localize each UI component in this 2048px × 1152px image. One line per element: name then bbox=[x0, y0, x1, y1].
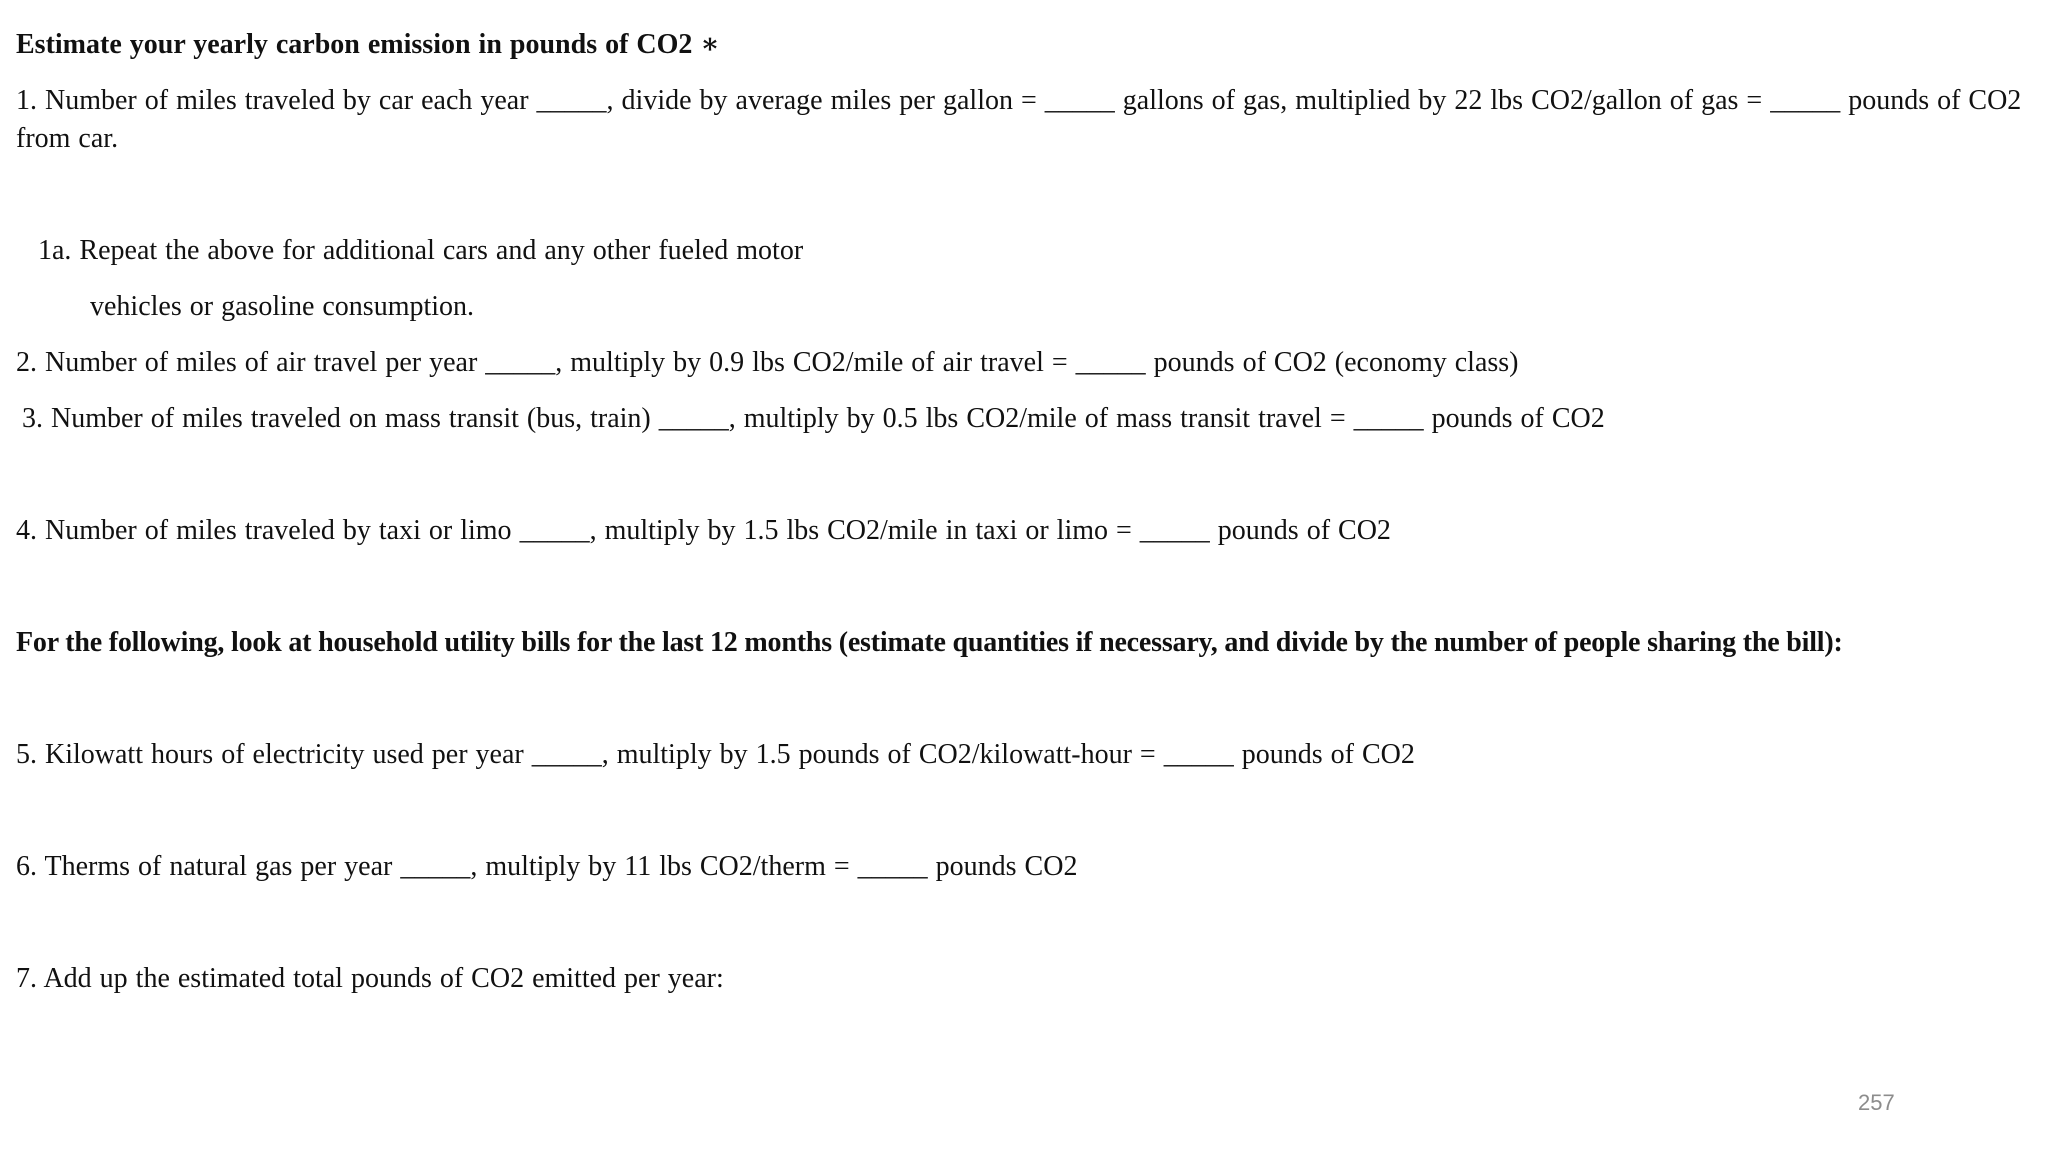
item-1a-line-2: vehicles or gasoline consumption. bbox=[90, 291, 475, 322]
item-5-text-b: , multiply by 1.5 pounds of CO2/kilowatt-hour = bbox=[601, 739, 1156, 770]
item-2-blank-miles: _____ bbox=[485, 347, 556, 378]
item-3-blank-miles: _____ bbox=[658, 403, 729, 434]
item-3-mass-transit bbox=[22, 400, 1605, 438]
item-6-blank-pounds: _____ bbox=[857, 851, 928, 882]
item-1-blank-miles: _____ bbox=[536, 85, 607, 116]
item-5-blank-pounds: _____ bbox=[1163, 739, 1234, 770]
item-7-total: 7. Add up the estimated total pounds of CO2 emitted per year: bbox=[16, 963, 724, 994]
item-3-text-a: 3. Number of miles traveled on mass transit (bus, train) bbox=[22, 403, 651, 434]
item-2-text-c: pounds of CO2 (economy class) bbox=[1153, 347, 1519, 378]
item-6-text-b: , multiply by 11 lbs CO2/therm = bbox=[470, 851, 850, 882]
item-1-text-a: 1. Number of miles traveled by car each year bbox=[16, 85, 529, 116]
item-4-text-a: 4. Number of miles traveled by taxi or limo bbox=[16, 515, 512, 546]
item-2-text-b: , multiply by 0.9 lbs CO2/mile of air travel = bbox=[555, 347, 1068, 378]
item-4-blank-pounds: _____ bbox=[1139, 515, 1210, 546]
page-title: Estimate your yearly carbon emission in pounds of CO2 ∗ bbox=[16, 29, 720, 60]
utility-bills-instruction: For the following, look at household utility bills for the last 12 months (estimate quantities if necessary, and divide by the number of people sharing the bill): bbox=[16, 627, 1843, 658]
item-5-text-a: 5. Kilowatt hours of electricity used per year bbox=[16, 739, 524, 770]
item-3-text-b: , multiply by 0.5 lbs CO2/mile of mass transit travel = bbox=[728, 403, 1346, 434]
item-1-text-c: gallons of gas, multiplied by 22 lbs CO2/gallon of gas = bbox=[1122, 85, 1763, 116]
item-6-text-a: 6. Therms of natural gas per year bbox=[16, 851, 393, 882]
item-6-natural-gas bbox=[16, 848, 1077, 886]
item-2-text-a: 2. Number of miles of air travel per year bbox=[16, 347, 478, 378]
item-5-electricity bbox=[16, 736, 1415, 774]
page-number: 257 bbox=[1858, 1090, 1895, 1115]
item-3-blank-pounds: _____ bbox=[1353, 403, 1424, 434]
item-1a-line-1: 1a. Repeat the above for additional cars and any other fueled motor bbox=[38, 235, 804, 266]
item-5-blank-kwh: _____ bbox=[531, 739, 602, 770]
item-6-blank-therms: _____ bbox=[400, 851, 471, 882]
item-4-text-b: , multiply by 1.5 lbs CO2/mile in taxi or limo = bbox=[589, 515, 1132, 546]
item-3-text-c: pounds of CO2 bbox=[1431, 403, 1605, 434]
item-4-blank-miles: _____ bbox=[519, 515, 590, 546]
item-4-taxi bbox=[16, 512, 1391, 550]
item-1-blank-gallons: _____ bbox=[1044, 85, 1115, 116]
item-6-text-c: pounds CO2 bbox=[935, 851, 1078, 882]
item-1-text-b: , divide by average miles per gallon = bbox=[606, 85, 1037, 116]
item-1-car-travel bbox=[16, 82, 2044, 158]
item-5-text-c: pounds of CO2 bbox=[1241, 739, 1415, 770]
item-1-text-d: pounds of CO2 from car. bbox=[16, 85, 2022, 154]
item-2-blank-pounds: _____ bbox=[1075, 347, 1146, 378]
item-1-blank-pounds: _____ bbox=[1770, 85, 1841, 116]
item-2-air-travel bbox=[16, 344, 1519, 382]
item-4-text-c: pounds of CO2 bbox=[1217, 515, 1391, 546]
